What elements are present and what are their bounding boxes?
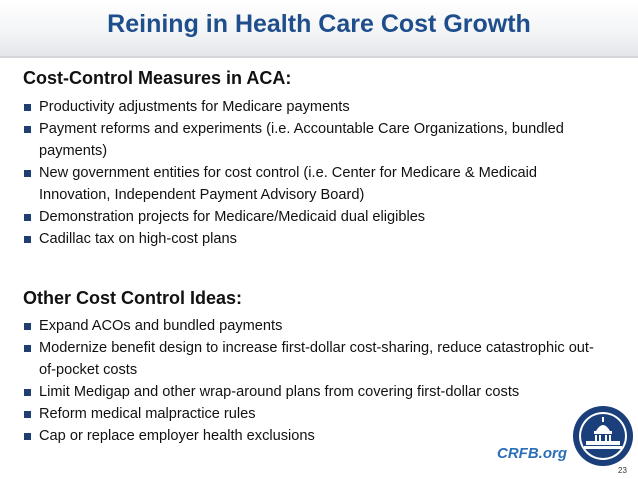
square-bullet-icon <box>24 433 31 440</box>
list-item <box>23 162 608 206</box>
other-ideas-bullet-list <box>23 315 608 447</box>
list-item <box>23 228 608 250</box>
bullet-text: Limit Medigap and other wrap-around plans from covering first-dollar costs <box>39 384 520 400</box>
square-bullet-icon <box>24 170 31 177</box>
title-divider <box>0 56 638 58</box>
bullet-text: Modernize benefit design to increase first-dollar cost-sharing, reduce catastrophic out-of-pocket costs <box>39 340 594 378</box>
bullet-text: Payment reforms and experiments (i.e. Accountable Care Organizations, bundled payments) <box>39 121 564 159</box>
list-item <box>23 425 608 447</box>
square-bullet-icon <box>24 411 31 418</box>
bullet-text: Reform medical malpractice rules <box>39 406 256 422</box>
list-item <box>23 118 608 162</box>
square-bullet-icon <box>24 236 31 243</box>
square-bullet-icon <box>24 126 31 133</box>
bullet-text: Expand ACOs and bundled payments <box>39 318 283 334</box>
list-item <box>23 206 608 228</box>
list-item <box>23 315 608 337</box>
page-number: 23 <box>618 466 627 475</box>
list-item <box>23 403 608 425</box>
bullet-text: Cap or replace employer health exclusions <box>39 428 315 444</box>
aca-bullet-list <box>23 96 608 250</box>
slide-title: Reining in Health Care Cost Growth <box>107 10 531 38</box>
list-item <box>23 337 608 381</box>
bullet-text: New government entities for cost control (i.e. Center for Medicare & Medicaid Innovation, Independent Payment Advisory Board) <box>39 165 538 203</box>
square-bullet-icon <box>24 389 31 396</box>
square-bullet-icon <box>24 104 31 111</box>
bullet-text: Demonstration projects for Medicare/Medicaid dual eligibles <box>39 209 426 225</box>
square-bullet-icon <box>24 214 31 221</box>
capitol-seal-icon <box>572 405 634 467</box>
bullet-text: Productivity adjustments for Medicare payments <box>39 99 350 115</box>
square-bullet-icon <box>24 345 31 352</box>
crfb-link[interactable]: CRFB.org <box>497 445 567 462</box>
bullet-text: Cadillac tax on high-cost plans <box>39 231 237 247</box>
square-bullet-icon <box>24 323 31 330</box>
list-item <box>23 381 608 403</box>
section-heading-aca: Cost-Control Measures in ACA: <box>23 68 292 88</box>
list-item <box>23 96 608 118</box>
section-heading-other: Other Cost Control Ideas: <box>23 288 243 308</box>
